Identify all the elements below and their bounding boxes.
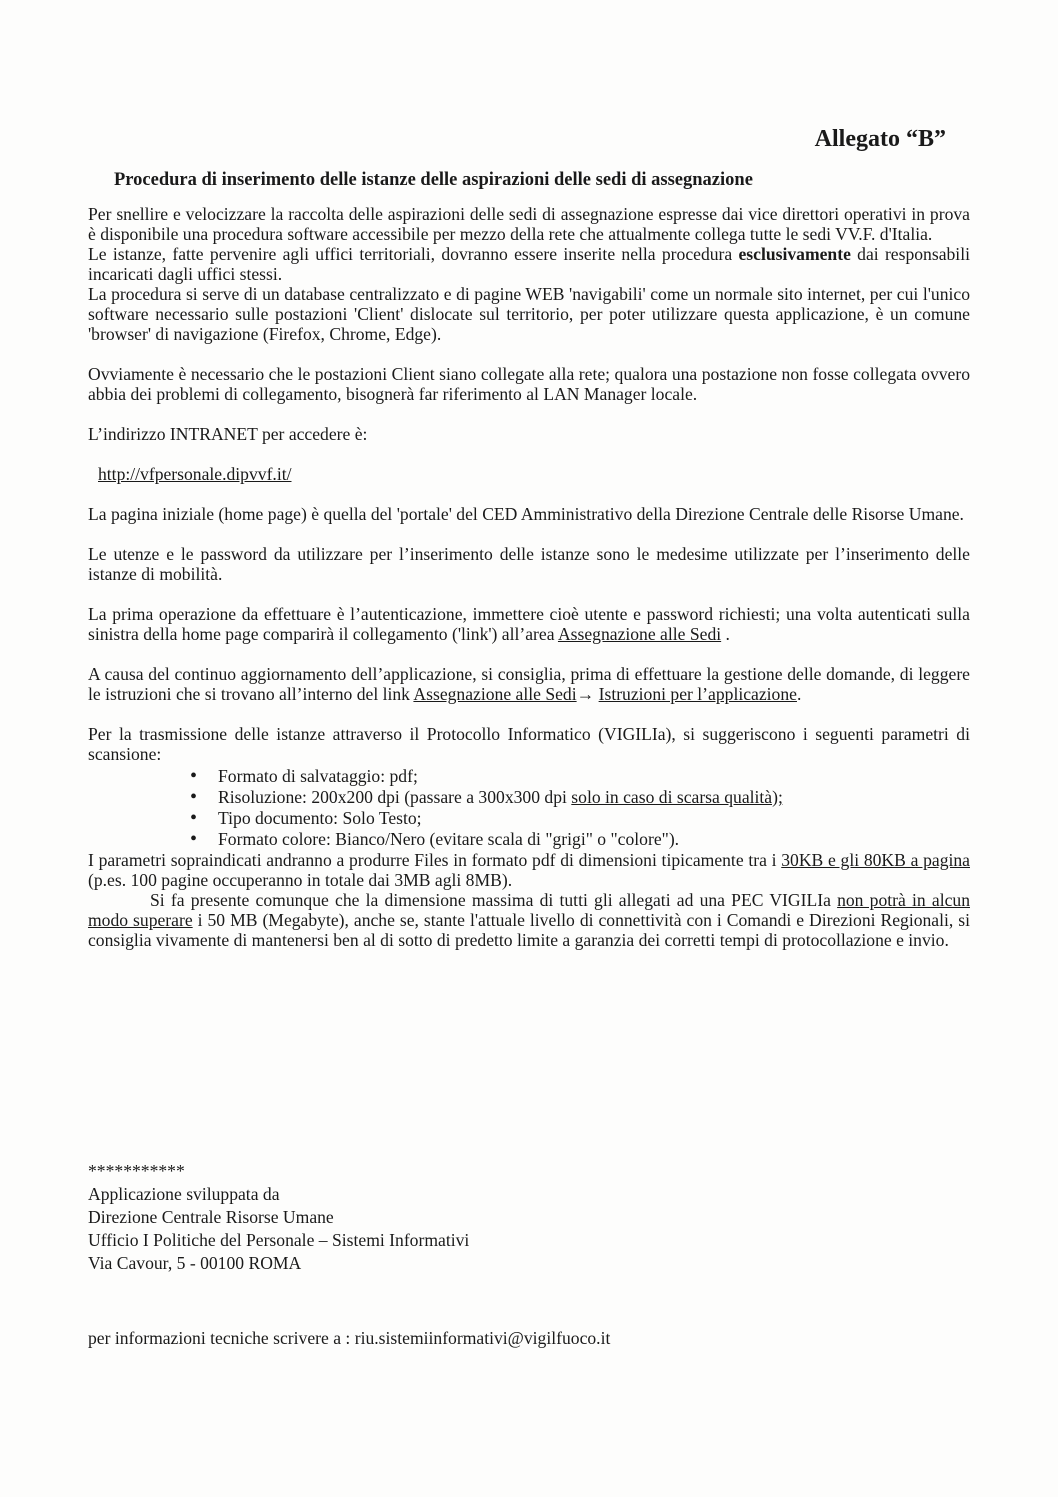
paragraph-file-size: I parametri sopraindicati andranno a produrre Files in formato pdf di dimensioni tipicamente tra i 30KB e gli 80KB a pagina (p.es. 100 pagine occuperanno in totale dai 3MB agli 8MB). xyxy=(88,850,970,890)
paragraph-home-page: La pagina iniziale (home page) è quella del 'portale' del CED Amministrativo della Direzione Centrale delle Risorse Umane. xyxy=(88,504,964,524)
contact-email-link[interactable]: riu.sistemiinformativi@vigilfuoco.it xyxy=(354,1328,611,1348)
paragraph-instructions: A causa del continuo aggiornamento dell’applicazione, si consiglia, prima di effettuare la gestione delle domande, di leggere le istruzioni che si trovano all’interno del link Assegnazione alle Sedi→ Istruzioni per l’applicazione. xyxy=(88,664,970,704)
contact-line xyxy=(88,1328,610,1349)
intranet-label: L’indirizzo INTRANET per accedere è: xyxy=(88,424,368,444)
footer-line: Via Cavour, 5 - 00100 ROMA xyxy=(88,1253,302,1273)
list-item: • Formato colore: Bianco/Nero (evitare scala di "grigi" o "colore"). xyxy=(218,829,970,850)
paragraph-credentials: Le utenze e le password da utilizzare per l’inserimento delle istanze sono le medesime utilizzate per l’inserimento delle istanze di mobilità. xyxy=(88,544,970,584)
footer-line: Direzione Centrale Risorse Umane xyxy=(88,1207,334,1227)
scan-parameters-list xyxy=(88,766,970,850)
paragraph-authentication: La prima operazione da effettuare è l’autenticazione, immettere cioè utente e password richiesti; una volta autenticati sulla sinistra della home page comparirà il collegamento ('link') all’area Assegnazione alle Sedi . xyxy=(88,604,970,644)
paragraph-istanze: Le istanze, fatte pervenire agli uffici territoriali, dovranno essere inserite nella procedura esclusivamente dai responsabili incaricati dagli uffici stessi. xyxy=(88,244,970,284)
list-item: • Formato di salvataggio: pdf; xyxy=(218,766,970,787)
contact-label: per informazioni tecniche scrivere a : xyxy=(88,1328,351,1348)
paragraph-database: La procedura si serve di un database centralizzato e di pagine WEB 'navigabili' come un normale sito internet, per cui l'unico software necessario sulle postazioni 'Client' dislocate sul territorio, per poter utilizzare questa applicazione, è un comune 'browser' di navigazione (Firefox, Chrome, Edge). xyxy=(88,284,970,344)
bold-esclusivamente: esclusivamente xyxy=(738,244,851,264)
paragraph-intro: Per snellire e velocizzare la raccolta delle aspirazioni delle sedi di assegnazione espresse dai vice direttori operativi in prova è disponibile una procedura software accessibile per mezzo della rete che attualmente collega tutte le sedi VV.F. d'Italia. xyxy=(88,204,970,244)
attachment-label: Allegato “B” xyxy=(814,126,946,152)
paragraph-network: Ovviamente è necessario che le postazioni Client siano collegate alla rete; qualora una postazione non fosse collegata ovvero abbia dei problemi di collegamento, bisognerà far riferimento al LAN Manager locale. xyxy=(88,364,970,404)
separator-stars: *********** xyxy=(88,1161,185,1181)
list-item: • Tipo documento: Solo Testo; xyxy=(218,808,970,829)
footer-line: Ufficio I Politiche del Personale – Sistemi Informativi xyxy=(88,1230,470,1250)
developer-footer xyxy=(88,1160,469,1275)
document-title: Procedura di inserimento delle istanze delle aspirazioni delle sedi di assegnazione xyxy=(114,170,753,190)
intranet-url-link[interactable]: http://vfpersonale.dipvvf.it/ xyxy=(98,464,292,484)
assegnazione-sedi-link-2[interactable]: Assegnazione alle Sedi xyxy=(413,684,577,704)
footer-line: Applicazione sviluppata da xyxy=(88,1184,280,1204)
assegnazione-sedi-link[interactable]: Assegnazione alle Sedi xyxy=(557,624,722,644)
paragraph-pec-limit: Si fa presente comunque che la dimensione massima di tutti gli allegati ad una PEC VIGILIa non potrà in alcun modo superare i 50 MB (Megabyte), anche se, stante l'attuale livello di connettività con i Comandi e Direzioni Regionali, si consiglia vivamente di mantenersi ben al di sotto di predetto limite a garanzia dei corretti tempi di protocollazione e invio. xyxy=(88,890,971,950)
document-body xyxy=(88,204,970,950)
istruzioni-link[interactable]: Istruzioni per l’applicazione xyxy=(598,684,797,704)
arrow-right-icon: → xyxy=(576,684,595,704)
paragraph-scan-intro: Per la trasmissione delle istanze attraverso il Protocollo Informatico (VIGILIa), si suggeriscono i seguenti parametri di scansione: xyxy=(88,724,970,764)
list-item: • Risoluzione: 200x200 dpi (passare a 300x300 dpi solo in caso di scarsa qualità); xyxy=(218,787,970,808)
